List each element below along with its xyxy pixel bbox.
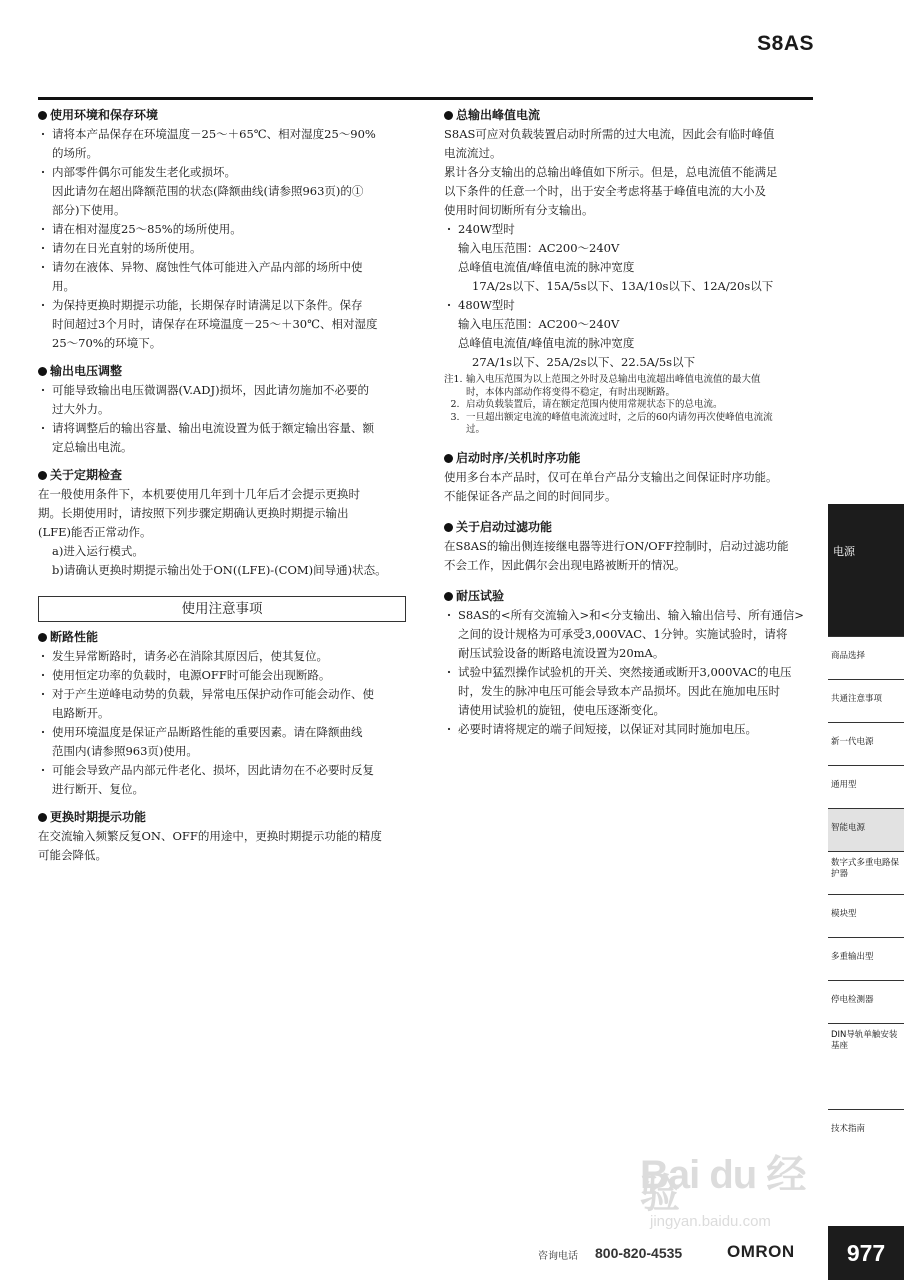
sidebar-item-general-purpose[interactable]: 通用型	[828, 765, 904, 808]
paragraph-line: 在一般使用条件下，本机要使用几年到十几年后才会提示更换时	[38, 487, 360, 501]
sidebar-category: 电源	[828, 504, 904, 636]
bullet-dot-icon	[444, 454, 453, 463]
note-item: 3. 一旦超出额定电流的峰值电流流过时，之后的60内请勿再次使峰值电流流 过。	[450, 411, 773, 435]
pulse-width-label: 总峰值电流值/峰值电流的脉冲宽度	[458, 336, 635, 350]
section-breaker	[38, 628, 410, 799]
sidebar-item-module[interactable]: 模块型	[828, 894, 904, 937]
section-title: 断路性能	[38, 628, 410, 647]
paragraph-line: S8AS可应对负载装置启动时所需的过大电流，因此会有临时峰值	[444, 127, 775, 141]
list-item: · 可能会导致产品内部元件老化、损坏，因此请勿在不必要时反复 进行断开、复位。	[38, 761, 410, 799]
section-periodic-inspection	[38, 466, 410, 580]
sidebar-item-common-precautions[interactable]: 共通注意事项	[828, 679, 904, 722]
sidebar-item-multi-output[interactable]: 多重输出型	[828, 937, 904, 980]
section-replacement-timing	[38, 808, 410, 865]
phone-label: 咨询电话	[538, 1251, 578, 1262]
pulse-width-label: 总峰值电流值/峰值电流的脉冲宽度	[458, 260, 635, 274]
watermark	[640, 1153, 830, 1250]
list-item: · 请勿在液体、异物、腐蚀性气体可能进入产品内部的场所中使 用。	[38, 258, 410, 296]
bullet-dot-icon	[38, 471, 47, 480]
bullet-dot-icon	[38, 111, 47, 120]
phone-number: 800-820-4535	[595, 1245, 683, 1261]
paragraph-line: 不能保证各产品之间的时间同步。	[444, 488, 617, 503]
paragraph-line: 在S8AS的输出侧连接继电器等进行ON/OFF控制时，启动过滤功能	[444, 538, 789, 553]
paragraph-line: 以下条件的任意一个时，出于安全考虑将基于峰值电流的大小及	[444, 184, 766, 198]
list-item: · 使用恒定功率的负载时，电源OFF时可能会出现断路。	[38, 666, 410, 685]
list-item: · 请将调整后的输出容量、输出电流设置为低于额定输出容量、额 定总输出电流。	[38, 419, 410, 457]
list-item: · 请勿在日光直射的场所使用。	[38, 239, 410, 258]
section-title: 耐压试验	[444, 587, 816, 606]
paragraph-line: 使用多台本产品时，仅可在单台产品分支输出之间保证时序功能。	[444, 469, 778, 484]
list-item: · 内部零件偶尔可能发生老化或损坏。 因此请勿在超出降额范围的状态(降额曲线(请参照963页)的① 部分)下使用。	[38, 163, 410, 220]
list-item: · 使用环境温度是保证产品断路性能的重要因素。请在降额曲线 范围内(请参照963页)使用。	[38, 723, 410, 761]
section-title: 启动时序/关机时序功能	[444, 449, 816, 468]
bullet-dot-icon	[444, 523, 453, 532]
sidebar-item-new-generation[interactable]: 新一代电源	[828, 722, 904, 765]
step-b: b)请确认更换时期提示输出处于ON((LFE)-(COM)间导通)状态。	[52, 563, 387, 577]
right-column	[444, 106, 816, 748]
left-column	[38, 106, 410, 874]
list-item: · 可能导致输出电压微调器(V.ADJ)损坏，因此请勿施加不必要的 过大外力。	[38, 381, 410, 419]
sidebar-item-outage-detector[interactable]: 停电检测器	[828, 980, 904, 1023]
list-item: · 必要时请将规定的端子间短接，以保证对其同时施加电压。	[444, 720, 816, 739]
paragraph-line: (LFE)能否正常动作。	[38, 525, 152, 539]
list-item: · 请将本产品保存在环境温度－25～＋65℃、相对湿度25～90% 的场所。	[38, 125, 410, 163]
bullet-dot-icon	[38, 633, 47, 642]
paragraph-line: 可能会降低。	[38, 848, 107, 862]
sidebar-item-digital-protector[interactable]: 数字式多重电路保护器	[828, 851, 904, 894]
list-item: · 对于产生逆峰电动势的负载，异常电压保护动作可能会动作、使 电路断开。	[38, 685, 410, 723]
section-title: 关于定期检查	[38, 466, 410, 485]
input-range: 输入电压范围：AC200～240V	[458, 241, 620, 255]
paragraph-line: 使用时间切断所有分支输出。	[444, 203, 594, 217]
sidebar-item-din-rail[interactable]: DIN导轨单触安装基座	[828, 1023, 904, 1109]
paragraph-line: 电流流过。	[444, 146, 502, 160]
note-item: 2. 启动负载装置后，请在额定范围内使用常规状态下的总电流。	[450, 399, 723, 410]
sidebar-item-technical-guide[interactable]: 技术指南	[828, 1109, 904, 1152]
section-title: 更换时期提示功能	[38, 808, 410, 827]
paragraph-line: 期。长期使用时，请按照下列步骤定期确认更换时期提示输出	[38, 506, 349, 520]
paragraph-line: 累计各分支输出的总输出峰值如下所示。但是，总电流值不能满足	[444, 165, 778, 179]
section-title: 总输出峰值电流	[444, 106, 816, 125]
input-range: 输入电压范围：AC200～240V	[458, 317, 620, 331]
section-voltage-adjust	[38, 362, 410, 457]
sidebar-item-product-selection[interactable]: 商品选择	[828, 636, 904, 679]
section-title: 输出电压调整	[38, 362, 410, 381]
usage-precautions-heading: 使用注意事项	[38, 596, 406, 622]
bullet-dot-icon	[444, 592, 453, 601]
bullet-dot-icon	[444, 111, 453, 120]
step-a: a)进入运行模式。	[52, 544, 144, 558]
list-item: · S8AS的<所有交流输入>和<分支输出、输入输出信号、所有通信> 之间的设计规格为可承受3,000VAC、1分钟。实施试验时，请将 耐压试验设备的断路电流设置为20mA。	[444, 606, 816, 663]
watermark-text: Bai du 经验	[640, 1153, 806, 1216]
model-240w: · 240W型时	[444, 220, 816, 239]
section-title: 使用环境和保存环境	[38, 106, 410, 125]
header-rule	[38, 97, 813, 100]
watermark-url: jingyan.baidu.com	[650, 1213, 771, 1230]
page-number: 977	[828, 1226, 904, 1280]
bullet-dot-icon	[38, 367, 47, 376]
section-sequence	[444, 449, 816, 506]
model-480w: · 480W型时	[444, 296, 816, 315]
note-item: 注1. 输入电压范围为以上范围之外时及总输出电流超出峰值电流值的最大值 时，本体内部动作将变得不稳定，有时出现断路。	[444, 374, 761, 398]
bullet-dot-icon	[38, 813, 47, 822]
section-withstand-test	[444, 587, 816, 739]
peak-values: 17A/2s以下、15A/5s以下、13A/10s以下、12A/20s以下	[472, 279, 774, 293]
list-item: · 为保持更换时期提示功能，长期保存时请满足以下条件。保存 时间超过3个月时，请保存在环境温度－25～＋30℃、相对湿度 25～70%的环境下。	[38, 296, 410, 353]
omron-logo: OMRON	[727, 1242, 795, 1261]
section-startup-filter	[444, 518, 816, 575]
sidebar-item-smart-power[interactable]: 智能电源	[828, 808, 904, 851]
list-item: · 发生异常断路时，请务必在消除其原因后，使其复位。	[38, 647, 410, 666]
notes	[444, 374, 816, 437]
paragraph-line: 在交流输入频繁反复ON、OFF的用途中，更换时期提示功能的精度	[38, 829, 382, 843]
section-title: 关于启动过滤功能	[444, 518, 816, 537]
section-peak-current	[444, 106, 816, 437]
paragraph-line: 不会工作，因此偶尔会出现电路被断开的情况。	[444, 557, 686, 572]
list-item: · 请在相对湿度25～85%的场所使用。	[38, 220, 410, 239]
list-item: · 试验中猛烈操作试验机的开关、突然接通或断开3,000VAC的电压 时，发生的脉冲电压可能会导致本产品损坏。因此在施加电压时 请使用试验机的旋钮，使电压逐渐变化。	[444, 663, 816, 720]
section-environment	[38, 106, 410, 353]
peak-values: 27A/1s以下、25A/2s以下、22.5A/5s以下	[472, 355, 696, 369]
model-code: S8AS	[757, 32, 814, 55]
